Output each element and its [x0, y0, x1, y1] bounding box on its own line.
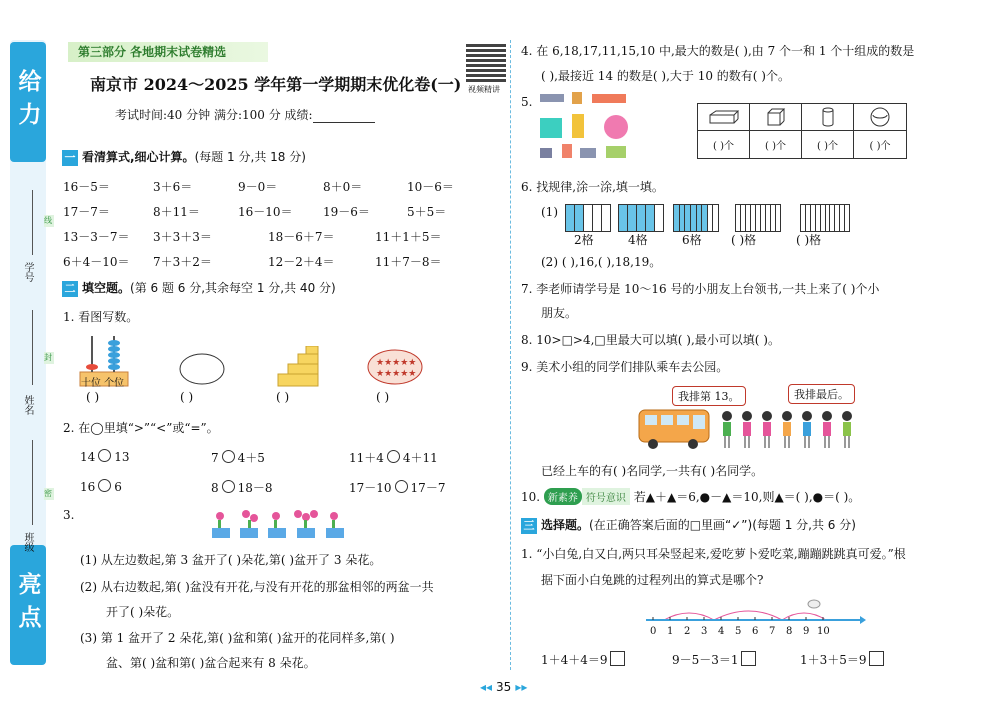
- sphere-icon: [854, 104, 906, 131]
- choice-option: 9－5－3＝1: [672, 651, 756, 668]
- student-number-label: 学号: [22, 262, 33, 282]
- q7-line1: 7. 李老师请学号是 10～16 号的小朋友上台领书,一共上来了( )个小: [521, 282, 880, 296]
- calc-item: 18－6＋7＝: [268, 230, 335, 244]
- class-line: [32, 440, 33, 525]
- count-cell[interactable]: ( )个: [869, 141, 891, 152]
- grid-label[interactable]: ( )格: [796, 233, 822, 247]
- calc-item: 3＋6＝: [153, 180, 193, 194]
- choice-checkbox[interactable]: [610, 651, 625, 666]
- tick-label: 0: [650, 626, 657, 637]
- seal-mark-line: 线: [44, 216, 52, 225]
- part2-note: (第 6 题 6 分,其余每空 1 分,共 40 分): [130, 281, 336, 295]
- calc-item: 13－3－7＝: [63, 230, 130, 244]
- student-number-line: [32, 190, 33, 255]
- empty-oval-image: [178, 352, 226, 386]
- cube-stack-image: [276, 346, 320, 388]
- compare-item: 16 6: [80, 480, 122, 494]
- shape-count-table: [697, 103, 907, 159]
- compare-circle[interactable]: [395, 480, 408, 493]
- q3-sub2: (2) 从右边数起,第( )盆没有开花,与没有开花的那盆相邻的两盆一共: [80, 580, 434, 594]
- grid-label: 4格: [628, 233, 648, 247]
- calc-item: 19－6＝: [323, 205, 370, 219]
- grid-label: 6格: [682, 233, 702, 247]
- part1-note: (每题 1 分,共 18 分): [194, 150, 306, 164]
- part1-number: 一: [62, 150, 78, 166]
- compare-item: 7 4＋5: [211, 451, 265, 465]
- part2-number: 二: [62, 281, 78, 297]
- q10: 10. 新素养 符号意识 若▲＋▲＝6,●－▲＝10,则▲＝( ),●＝( )。: [521, 490, 861, 504]
- score-blank[interactable]: [313, 110, 375, 123]
- exam-info: 考试时间:40 分钟 满分:100 分 成绩:: [115, 106, 375, 123]
- tick-label: 3: [701, 626, 708, 637]
- svg-text:★★★★★: ★★★★★: [376, 369, 417, 379]
- q4-line2: ( ),最接近 14 的数是( ),大于 10 的数有( )个。: [541, 69, 790, 83]
- count-cell[interactable]: ( )个: [698, 131, 750, 158]
- tick-label: 7: [769, 626, 776, 637]
- new-literacy-tag: 新素养: [544, 488, 582, 505]
- calc-item: 8＋11＝: [153, 205, 200, 219]
- q6-prompt: 6. 找规律,涂一涂,填一填。: [521, 180, 664, 194]
- choice-checkbox[interactable]: [869, 651, 884, 666]
- calc-item: 6＋4－10＝: [63, 255, 130, 269]
- choice-checkbox[interactable]: [741, 651, 756, 666]
- calc-item: 16－10＝: [238, 205, 293, 219]
- grid-label[interactable]: ( )格: [731, 233, 757, 247]
- seal-mark-close: 密: [44, 489, 52, 498]
- part3-number: 三: [521, 518, 537, 534]
- compare-circle[interactable]: [98, 449, 111, 462]
- compare-circle[interactable]: [98, 479, 111, 492]
- part1-title: 看清算式,细心计算。: [82, 150, 195, 164]
- choice-option: 1＋3＋5＝9: [800, 651, 884, 668]
- calc-item: 11＋7－8＝: [375, 255, 442, 269]
- side-binding-strip: [0, 0, 62, 709]
- name-line: [32, 310, 33, 385]
- tick-label: 6: [752, 626, 759, 637]
- page-number: ◂◂ 35 ▸▸: [480, 680, 528, 694]
- q1-answer-blank[interactable]: ( ): [276, 390, 290, 404]
- q4-line1: 4. 在 6,18,17,11,15,10 中,最大的数是( ),由 7 个一和 1 个十组成的数是: [521, 44, 915, 58]
- q1-answer-blank[interactable]: ( ): [376, 390, 390, 404]
- q7-line2: 朋友。: [541, 306, 578, 320]
- compare-item: 17－10 17－7: [349, 481, 446, 495]
- tick-label: 10: [817, 626, 830, 637]
- q6-sub2: (2) ( ),16,( ),18,19。: [541, 255, 662, 269]
- count-cell[interactable]: ( )个: [750, 131, 802, 158]
- choice-option: 1＋4＋4＝9: [541, 651, 625, 668]
- calc-item: 12－2＋4＝: [268, 255, 335, 269]
- cylinder-icon: [802, 104, 854, 131]
- side-title-top: 给力: [10, 42, 46, 162]
- q3-sub1: (1) 从左边数起,第 3 盆开了( )朵花,第( )盆开了 3 朵花。: [80, 553, 382, 567]
- q3-number: 3.: [63, 508, 75, 522]
- seal-mark-seal: 封: [44, 353, 52, 362]
- q11-line1: 1. “小白兔,白又白,两只耳朵竖起来,爱吃萝卜爱吃菜,蹦蹦跳跳真可爱。”根: [521, 547, 906, 561]
- flower-pots-image: [210, 508, 350, 540]
- abacus-label: 十位 个位: [81, 378, 125, 389]
- side-title-bottom: 亮点: [10, 545, 46, 665]
- part1-heading: [62, 148, 306, 166]
- q3-sub2-cont: 开了( )朵花。: [106, 605, 180, 619]
- q11-line2: 据下面小白兔跳的过程列出的算式是哪个?: [541, 573, 764, 587]
- speech-bubble: 我排最后。: [788, 384, 855, 404]
- calc-item: 11＋1＋5＝: [375, 230, 442, 244]
- q3-sub3: (3) 第 1 盆开了 2 朵花,第( )盆和第( )盆开的花同样多,第( ): [80, 631, 395, 645]
- compare-circle[interactable]: [387, 450, 400, 463]
- grid-strip: [673, 204, 719, 232]
- q8: 8. 10>□>4,□里最大可以填( ),最小可以填( )。: [521, 333, 780, 347]
- grid-strip[interactable]: [800, 204, 850, 232]
- q1-prompt: 1. 看图写数。: [63, 310, 139, 324]
- part2-title: 填空题。: [82, 281, 131, 295]
- q1-answer-blank[interactable]: ( ): [86, 390, 100, 404]
- class-label: 班级: [22, 532, 33, 552]
- calc-item: 10－6＝: [407, 180, 454, 194]
- tick-label: 5: [735, 626, 742, 637]
- speech-bubble: 我排第 13。: [672, 386, 746, 406]
- calc-item: 9－0＝: [238, 180, 278, 194]
- count-cell[interactable]: ( )个: [802, 131, 854, 158]
- q1-answer-blank[interactable]: ( ): [180, 390, 194, 404]
- q2-prompt: 2. 在◯里填“>”“<”或“=”。: [63, 421, 219, 435]
- grid-strip: [565, 204, 611, 232]
- compare-circle[interactable]: [222, 480, 235, 493]
- tick-label: 8: [786, 626, 793, 637]
- calc-item: 7＋3＋2＝: [153, 255, 212, 269]
- section-tag: 第三部分 各地期末试卷精选: [68, 42, 268, 62]
- bus-children-image: [637, 404, 867, 454]
- part2-heading: [62, 279, 336, 297]
- compare-item: 11＋4 4＋11: [349, 451, 438, 465]
- svg-text:★★★★★: ★★★★★: [376, 358, 417, 368]
- grid-label: 2格: [574, 233, 594, 247]
- solid-shapes-image: [536, 90, 636, 160]
- compare-circle[interactable]: [222, 450, 235, 463]
- symbol-sense-tag: 符号意识: [582, 488, 630, 505]
- calc-item: 3＋3＋3＝: [153, 230, 212, 244]
- name-label: 姓名: [22, 395, 33, 415]
- cuboid-icon: [698, 104, 750, 131]
- tick-label: 9: [803, 626, 810, 637]
- calc-item: 17－7＝: [63, 205, 110, 219]
- compare-item: 14 13: [80, 450, 130, 464]
- stars-oval-image: [366, 348, 424, 386]
- column-divider: [510, 40, 511, 670]
- grid-strip[interactable]: [735, 204, 781, 232]
- qr-caption: 视频精讲: [468, 85, 500, 94]
- calc-item: 16－5＝: [63, 180, 110, 194]
- grid-strip: [618, 204, 664, 232]
- q9-prompt: 9. 美术小组的同学们排队乘车去公园。: [521, 360, 729, 374]
- calc-item: 5＋5＝: [407, 205, 447, 219]
- qr-code-icon[interactable]: [466, 42, 506, 82]
- part3-note: (在正确答案后面的□里画“✓”)(每题 1 分,共 6 分): [589, 518, 856, 532]
- q3-sub3-cont: 盆、第( )盆和第( )盆合起来有 8 朵花。: [106, 656, 316, 670]
- part3-heading: [521, 516, 856, 534]
- tick-label: 4: [718, 626, 725, 637]
- cube-icon: [750, 104, 802, 131]
- q5-number: 5.: [521, 95, 533, 109]
- tick-label: 1: [667, 626, 674, 637]
- tick-label: 2: [684, 626, 691, 637]
- compare-item: 8 18－8: [211, 481, 273, 495]
- part3-title: 选择题。: [541, 518, 590, 532]
- page-title: 南京市 2024～2025 学年第一学期期末优化卷(一): [90, 75, 462, 94]
- q9-answer-line: 已经上车的有( )名同学,一共有( )名同学。: [541, 464, 764, 478]
- q6-sub1: (1): [541, 205, 558, 219]
- calc-item: 8＋0＝: [323, 180, 363, 194]
